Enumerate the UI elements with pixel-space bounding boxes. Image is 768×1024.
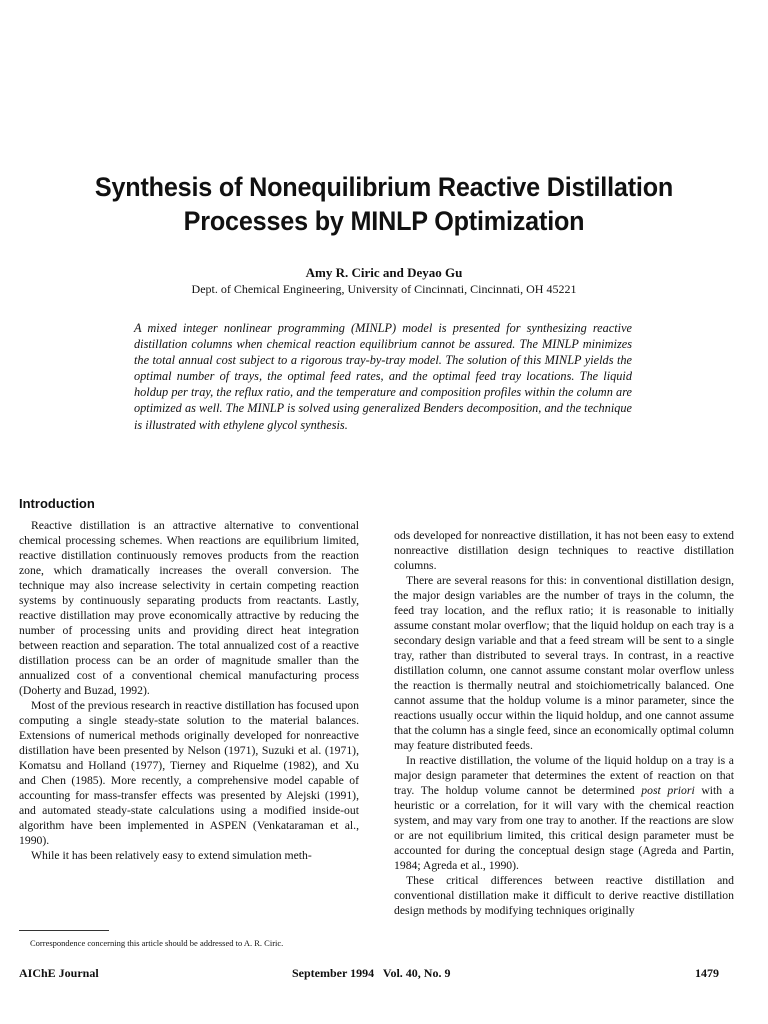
right-column <box>394 528 734 918</box>
paragraph: While it has been relatively easy to extend simulation meth- <box>31 849 312 863</box>
text-run: with a heuristic or a correlation, for it will vary with the chemical reaction system, and may vary from one tray to another. If the reactions are slow or are not equilibrium limited, this critical design parameter must be accounted for during the conceptual design stage (Agreda and Partin, 1984; Agreda et al., 1990). <box>394 784 735 873</box>
authors: Amy R. Ciric and Deyao Gu <box>305 265 463 280</box>
footer-page-number: 1479 <box>695 966 719 980</box>
paragraph: There are several reasons for this: in conventional distillation design, the major design variables are the number of trays in the column, the feed tray location, and the reflux ratio; it is reasonable to initially assume constant molar overflow; that the liquid holdup on each tray is a secondary design variable and that a feed stream will be sent to a single tray, rather than distributed to several trays. In contrast, in a reactive distillation column, one cannot assume constant molar overflow unless the reaction is thermally neutral and stoichiometrically balanced. One cannot assume that the holdup volume is a minor parameter, since the reactions usually occur within the liquid holdup, and one cannot assume that the column has a single feed, since an economically optimal column may feature distributed feeds. <box>394 574 734 753</box>
affiliation: Dept. of Chemical Engineering, University of Cincinnati, Cincinnati, OH 45221 <box>191 282 577 296</box>
title-line-1: Synthesis of Nonequilibrium Reactive Distillation <box>94 172 674 202</box>
title-line-2: Processes by MINLP Optimization <box>183 206 585 236</box>
article-title <box>19 170 749 238</box>
paragraph: Reactive distillation is an attractive alternative to conventional chemical processing schemes. When reactions are equilibrium limited, reactive distillation continuously removes products from the reaction zone, which dramatically increases the overall conversion. The technique may also increase selectivity in certain competing reaction systems by continuously separating products from reactants. Lastly, reactive distillation may prove economically attractive by reducing the number of processing units and providing direct heat integration between reaction and separation. The total annualized cost of a reactive distillation process can be an order of magnitude smaller than the annualized cost of a conventional chemical manufacturing process (Doherty and Buzad, 1992). <box>19 519 359 698</box>
italic-term: post priori <box>641 784 695 798</box>
left-column <box>19 518 359 863</box>
footnote: Correspondence concerning this article should be addressed to A. R. Ciric. <box>30 938 284 948</box>
footnote-rule <box>19 930 109 931</box>
footer-journal: AIChE Journal <box>19 966 99 980</box>
footer-date-volume: September 1994 Vol. 40, No. 9 <box>292 966 451 980</box>
text-run: In reactive distillation, the volume of the liquid holdup on a tray is a major design parameter that determines the extent of reaction on that tray. The holdup volume cannot be determined <box>394 754 734 798</box>
paragraph: Most of the previous research in reactive distillation has focused upon computing a single steady-state solution to the material balances. Extensions of numerical methods originally developed for nonreactive distillation have been presented by Nelson (1971), Suzuki et al. (1971), Komatsu and Holland (1977), Tierney and Riquelme (1982), and Xu and Chen (1985). More recently, a comprehensive model capable of accounting for mass-transfer effects was presented by Alejski (1991), and automated steady-state calculations using a modified inside-out algorithm have been implemented in ASPEN (Venkataraman et al., 1990). <box>19 699 359 848</box>
section-heading-introduction: Introduction <box>19 496 95 511</box>
paragraph: These critical differences between reactive distillation and conventional distillation make it difficult to derive reactive distillation design methods by modifying techniques originally <box>394 874 734 918</box>
paragraph: ods developed for nonreactive distillation, it has not been easy to extend nonreactive distillation design techniques to reactive distillation columns. <box>394 529 734 573</box>
abstract: A mixed integer nonlinear programming (MINLP) model is presented for synthesizing reactive distillation columns when chemical reaction equilibrium cannot be assured. The MINLP minimizes the total annual cost subject to a rigorous tray-by-tray model. The solution of this MINLP yields the optimal number of trays, the optimal feed rates, and the optimal feed tray locations. The liquid holdup per tray, the reflux ratio, and the temperature and composition profiles within the column are optimized as well. The MINLP is solved using generalized Benders decomposition, and the technique is illustrated with ethylene glycol synthesis. <box>134 321 632 432</box>
paragraph <box>394 753 734 873</box>
